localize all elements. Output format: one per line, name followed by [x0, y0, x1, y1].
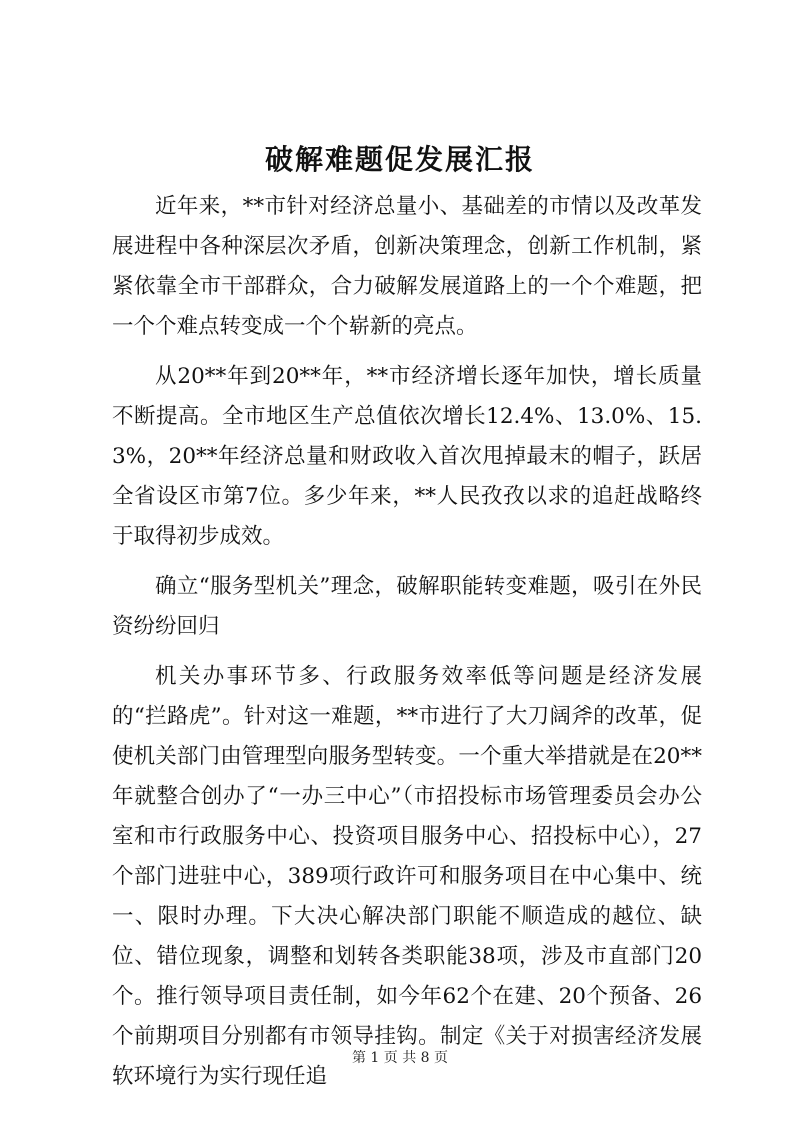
document-title: 破解难题促发展汇报	[264, 143, 535, 176]
paragraph-reform: 机关办事环节多、行政服务效率低等问题是经济发展的“拦路虎”。针对这一难题，**市进行了大刀阔斧的改革，促使机关部门由管理型向服务型转变。一个重大举措就是在20**年就整合创办了“一办三中心”（市招投标市场管理委员会办公室和市行政服务中心、投资项目服务中心、招投标中心），27个部门进驻中心，389项行政许可和服务项目在中心集中、统一、限时办理。下大决心解决部门职能不顺造成的越位、缺位、错位现象，调整和划转各类职能38项，涉及市直部门20个。推行领导项目责任制，如今年62个在建、20个预备、26个前期项目分别都有市领导挂钩。制定《关于对损害经济发展软环境行为实行现任追	[112, 664, 702, 1089]
page-footer: 第 1 页 共 8 页	[351, 1050, 449, 1066]
paragraph-growth: 从20**年到20**年，**市经济增长逐年加快，增长质量不断提高。全市地区生产总值依次增长12.4%、13.0%、15.3%，20**年经济总量和财政收入首次甩掉最末的帽子，跃居全省设区市第7位。多少年来，**人民孜孜以求的追赶战略终于取得初步成效。	[112, 364, 702, 549]
paragraph-intro: 近年来，**市针对经济总量小、基础差的市情以及改革发展进程中各种深层次矛盾，创新决策理念，创新工作机制，紧紧依靠全市干部群众，合力破解发展道路上的一个个难题，把一个个难点转变成一个个崭新的亮点。	[112, 194, 702, 339]
document-body	[112, 187, 702, 1097]
paragraph-section-heading: 确立“服务型机关”理念，破解职能转变难题，吸引在外民资纷纷回归	[112, 574, 702, 639]
